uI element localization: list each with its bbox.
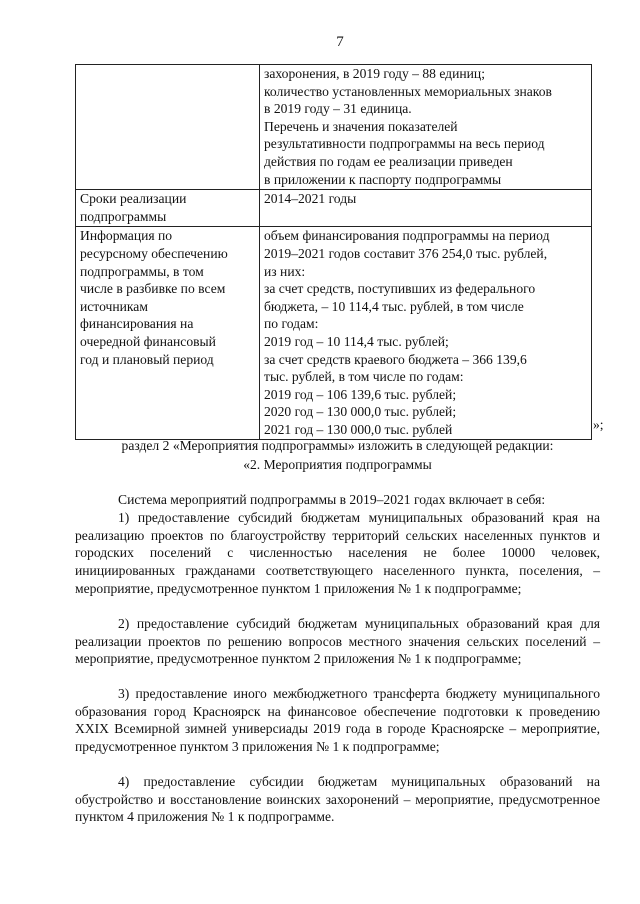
section-heading: «2. Мероприятия подпрограммы bbox=[243, 457, 432, 472]
table-text-line: из них: bbox=[264, 263, 306, 279]
table-text-line: 2021 год – 130 000,0 тыс. рублей bbox=[264, 421, 453, 437]
table-row-indicators bbox=[76, 65, 592, 190]
list-item-4: 4) предоставление субсидии бюджетам муниципальных образований на обустройство и восстановление воинских захоронений – мероприятие, предусмотренное пунктом 4 приложения № 1 к подпрограмме. bbox=[75, 774, 600, 825]
table-text-line: 2019–2021 годов составит 376 254,0 тыс. рублей, bbox=[264, 245, 548, 261]
table-cell-value bbox=[260, 190, 592, 227]
table-text-line: в приложении к паспорту подпрограммы bbox=[264, 171, 502, 187]
table-text-line: финансирования на bbox=[80, 316, 194, 332]
table-text-line: по годам: bbox=[264, 316, 319, 332]
table-row-terms bbox=[76, 190, 592, 227]
table-text-line: 2019 год – 106 139,6 тыс. рублей; bbox=[264, 386, 457, 402]
table-cell-label bbox=[76, 227, 260, 440]
table-text-line: бюджета, – 10 114,4 тыс. рублей, в том числе bbox=[264, 298, 524, 314]
table-text-line: ресурсному обеспечению bbox=[80, 245, 228, 261]
list-item-3: 3) предоставление иного межбюджетного трансферта бюджету муниципального образования город Красноярск на финансовое обеспечение подготовки к проведению XXIX Всемирной зимней универсиады 2019 года в городе Красноярске – мероприятие, предусмотренное пунктом 3 приложения № 1 к подпрограмме; bbox=[75, 686, 600, 755]
table-text-line: действия по годам ее реализации приведен bbox=[264, 153, 513, 169]
page-number: 7 bbox=[336, 34, 344, 50]
table-text-line: Перечень и значения показателей bbox=[264, 118, 458, 134]
list-item-1: 1) предоставление субсидий бюджетам муниципальных образований края на реализацию проектов по благоустройству территорий сельских населенных пунктов и городских поселений с численностью населения не более 10000 человек, инициированных гражданами соответствующего населенного пункта, поселения, – мероприятие, предусмотренное пунктом 1 приложения № 1 к подпрограмме; bbox=[75, 510, 600, 596]
table-text-line: год и плановый период bbox=[80, 351, 214, 367]
table-text-line: Сроки реализации bbox=[80, 191, 187, 207]
subprogram-passport-table bbox=[75, 64, 592, 440]
table-text-line: 2020 год – 130 000,0 тыс. рублей; bbox=[264, 404, 457, 420]
table-text-line: подпрограммы bbox=[80, 208, 167, 224]
table-row-funding bbox=[76, 227, 592, 440]
table-text-line: захоронения, в 2019 году – 88 единиц; bbox=[264, 66, 485, 81]
system-intro: Система мероприятий подпрограммы в 2019–2021 годах включает в себя: bbox=[118, 492, 546, 507]
list-item-2: 2) предоставление субсидий бюджетам муниципальных образований края для реализации проектов по решению вопросов местного значения сельских поселений – мероприятие, предусмотренное пунктом 2 приложения № 1 к подпрограмме; bbox=[75, 616, 600, 667]
table-text-line: объем финансирования подпрограммы на период bbox=[264, 228, 550, 244]
table-text-line: результативности подпрограммы на весь период bbox=[264, 136, 545, 152]
table-cell-label bbox=[76, 190, 260, 227]
table-closing-quote: »; bbox=[593, 417, 604, 432]
table-text-line: за счет средств краевого бюджета – 366 139,6 bbox=[264, 351, 527, 367]
table-text-line: за счет средств, поступивших из федерального bbox=[264, 281, 536, 297]
table-cell-label bbox=[76, 65, 260, 190]
table-text-line: 2014–2021 годы bbox=[264, 191, 357, 207]
table-text-line: в 2019 году – 31 единица. bbox=[264, 101, 412, 117]
table-text-line: очередной финансовый bbox=[80, 333, 216, 349]
table-text-line: числе в разбивке по всем bbox=[80, 281, 226, 297]
table-text-line: тыс. рублей, в том числе по годам: bbox=[264, 369, 464, 385]
section-intro: раздел 2 «Мероприятия подпрограммы» изложить в следующей редакции: bbox=[121, 438, 554, 453]
table-text-line: 2019 год – 10 114,4 тыс. рублей; bbox=[264, 333, 449, 349]
table-text-line: Информация по bbox=[80, 228, 173, 244]
table-text-line: источникам bbox=[80, 298, 148, 314]
table-cell-value bbox=[260, 227, 592, 440]
table-text-line: количество установленных мемориальных знаков bbox=[264, 83, 552, 99]
table-cell-value bbox=[260, 65, 592, 190]
table-text-line: подпрограммы, в том bbox=[80, 263, 204, 279]
